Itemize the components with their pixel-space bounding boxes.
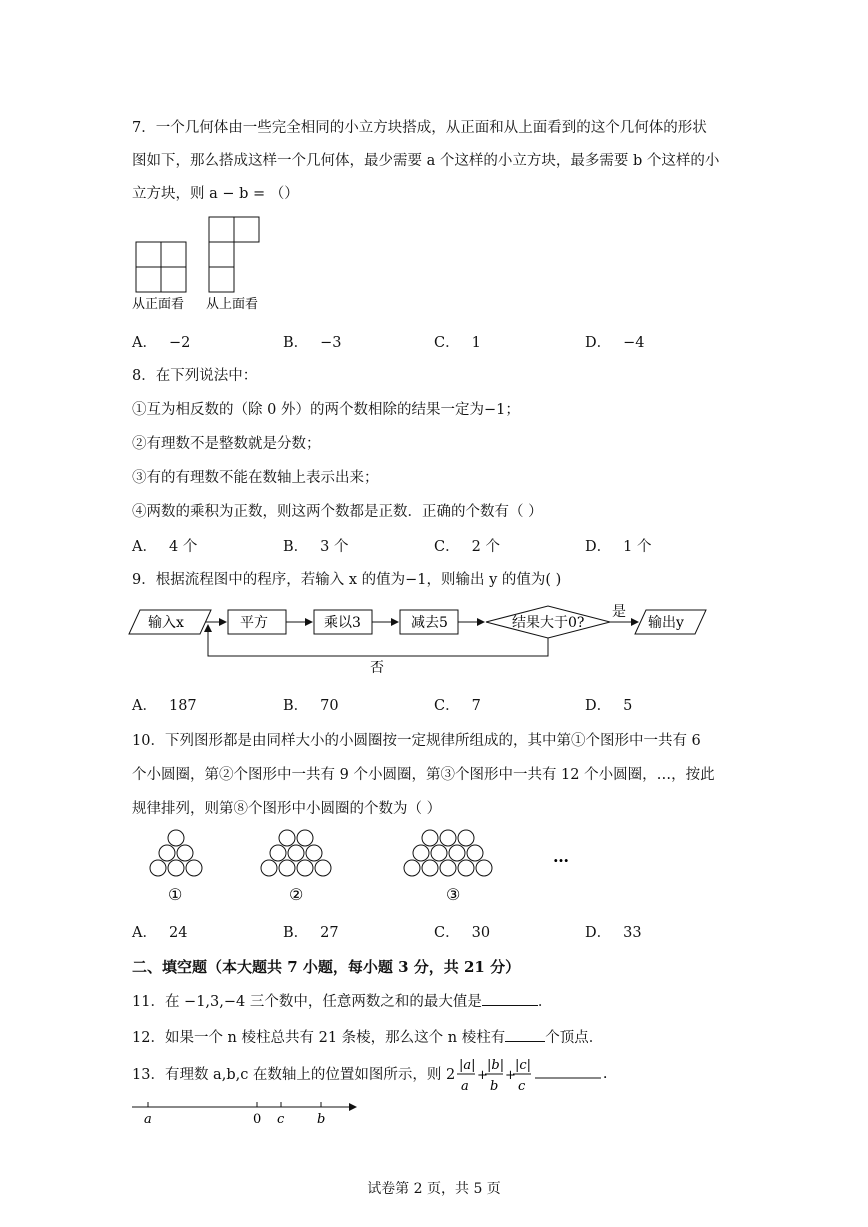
small-circle (168, 830, 184, 846)
q8-item-2: ②有理数不是整数就是分数； (132, 436, 321, 452)
frac1-denominator: a (461, 1079, 469, 1094)
q11-text: 11．在 −1,3,−4 三个数中，任意两数之和的最大值是 (132, 994, 482, 1010)
q9-option-c[interactable]: C． 7 (434, 698, 481, 714)
small-circle (168, 860, 184, 876)
q8-option-b[interactable]: B． 3 个 (283, 539, 349, 555)
small-circle (422, 860, 438, 876)
q7-line-1: 7．一个几何体由一些完全相同的小立方块搭成，从正面和从上面看到的这个几何体的形状 (132, 120, 707, 136)
q7-option-d[interactable]: D． −4 (585, 335, 645, 351)
small-circle (404, 860, 420, 876)
small-circle (449, 845, 465, 861)
q8-item-3: ③有的有理数不能在数轴上表示出来； (132, 470, 379, 486)
svg-text:．: ． (603, 1066, 617, 1082)
q7-line-3: 立方块，则 a − b = （） (132, 186, 299, 202)
q9-option-b[interactable]: B． 70 (283, 698, 339, 714)
q7-option-a[interactable]: A． −2 (132, 335, 191, 351)
flow-subtract-label: 减去5 (411, 615, 448, 631)
frac3-denominator: c (518, 1079, 526, 1094)
small-circle (159, 845, 175, 861)
small-circle (270, 845, 286, 861)
small-circle (458, 860, 474, 876)
q7-line-2: 图如下，那么搭成这样一个几何体，最少需要 a 个这样的小立方块，最多需要 b 个这样的小 (132, 153, 720, 169)
q8-option-d[interactable]: D． 1 个 (585, 539, 652, 555)
frac2-denominator: b (490, 1079, 499, 1094)
small-circle (186, 860, 202, 876)
flow-no-label: 否 (370, 660, 384, 676)
front-view-label: 从正面看 (132, 297, 185, 312)
top-view-label: 从上面看 (206, 297, 259, 312)
small-circle (297, 830, 313, 846)
q10-option-b[interactable]: B． 27 (283, 925, 339, 941)
q9-option-d[interactable]: D． 5 (585, 698, 633, 714)
q12-text: 12．如果一个 n 棱柱总共有 21 条棱，那么这个 n 棱柱有 (132, 1030, 506, 1046)
small-circle (458, 830, 474, 846)
pattern-ellipsis: … (553, 847, 569, 866)
q8-option-c[interactable]: C． 2 个 (434, 539, 500, 555)
small-circle (413, 845, 429, 861)
section2-heading: 二、填空题（本大题共 7 小题，每小题 3 分，共 21 分） (132, 958, 521, 976)
q13-line (132, 1063, 455, 1084)
q13-text: 13．有理数 a,b,c 在数轴上的位置如图所示，则 2 (132, 1067, 456, 1083)
small-circle (279, 830, 295, 846)
q13-number-line (128, 1098, 368, 1128)
q7-option-b[interactable]: B． −3 (283, 335, 342, 351)
small-circle (476, 860, 492, 876)
small-circle (150, 860, 166, 876)
q8-option-a[interactable]: A． 4 个 (132, 539, 198, 555)
frac2-numerator: |b| (487, 1058, 505, 1073)
q9-flowchart (126, 600, 716, 680)
small-circle (315, 860, 331, 876)
q8-item-1: ①互为相反数的（除 0 外）的两个数相除的结果一定为−1； (132, 402, 520, 418)
q11-answer-blank[interactable] (482, 1005, 538, 1006)
svg-text:+: + (505, 1068, 516, 1083)
pattern-label-3: ③ (446, 885, 461, 904)
q10-line-1: 10．下列图形都是由同样大小的小圆圈按一定规律所组成的，其中第①个图形中一共有 6 (132, 733, 701, 749)
small-circle (288, 845, 304, 861)
frac1-numerator: |a| (459, 1058, 476, 1073)
flow-output-label: 输出y (648, 615, 684, 631)
flow-input-label: 输入x (148, 615, 184, 631)
small-circle (467, 845, 483, 861)
q8-title: 8．在下列说法中： (132, 368, 258, 384)
axis-label-c: c (277, 1112, 285, 1127)
q13-expression (455, 1052, 615, 1098)
q7-views-figure (128, 212, 278, 316)
flow-multiply-label: 乘以3 (324, 615, 361, 631)
small-circle (440, 860, 456, 876)
svg-text:+: + (477, 1068, 488, 1083)
q8-item-4: ④两数的乘积为正数，则这两个数都是正数．正确的个数有（ ） (132, 504, 543, 520)
axis-label-zero: 0 (253, 1112, 262, 1127)
q10-option-c[interactable]: C． 30 (434, 925, 491, 941)
q10-line-3: 规律排列，则第⑧个图形中小圆圈的个数为（ ） (132, 801, 442, 817)
q7-option-c[interactable]: C． 1 (434, 335, 481, 351)
q9-option-a[interactable]: A． 187 (132, 698, 197, 714)
small-circle (177, 845, 193, 861)
small-circle (279, 860, 295, 876)
q12-answer-blank[interactable] (505, 1041, 545, 1042)
q9-title: 9．根据流程图中的程序，若输入 x 的值为−1，则输出 y 的值为( ) (132, 572, 562, 588)
axis-label-b: b (317, 1112, 326, 1127)
page-footer: 试卷第 2 页，共 5 页 (367, 1181, 501, 1197)
axis-label-a: a (144, 1112, 152, 1127)
small-circle (261, 860, 277, 876)
small-circle (431, 845, 447, 861)
q11-line: 11．在 −1,3,−4 三个数中，任意两数之和的最大值是 ． (132, 994, 553, 1010)
q10-option-d[interactable]: D． 33 (585, 925, 642, 941)
pattern-label-1: ① (168, 885, 183, 904)
flow-yes-label: 是 (612, 604, 626, 620)
flow-decision-label: 结果大于0? (512, 615, 585, 631)
q10-line-2: 个小圆圈，第②个图形中一共有 9 个小圆圈，第③个图形中一共有 12 个小圆圈，…，按此 (132, 767, 715, 783)
flow-square-label: 平方 (240, 615, 268, 631)
pattern-label-2: ② (289, 885, 304, 904)
q12-line: 12．如果一个 n 棱柱总共有 21 条棱，那么这个 n 棱柱有 个顶点． (132, 1030, 604, 1046)
small-circle (440, 830, 456, 846)
q10-circle-patterns (128, 826, 598, 908)
frac3-numerator: |c| (515, 1058, 532, 1073)
small-circle (297, 860, 313, 876)
small-circle (306, 845, 322, 861)
small-circle (422, 830, 438, 846)
q10-option-a[interactable]: A． 24 (132, 925, 188, 941)
